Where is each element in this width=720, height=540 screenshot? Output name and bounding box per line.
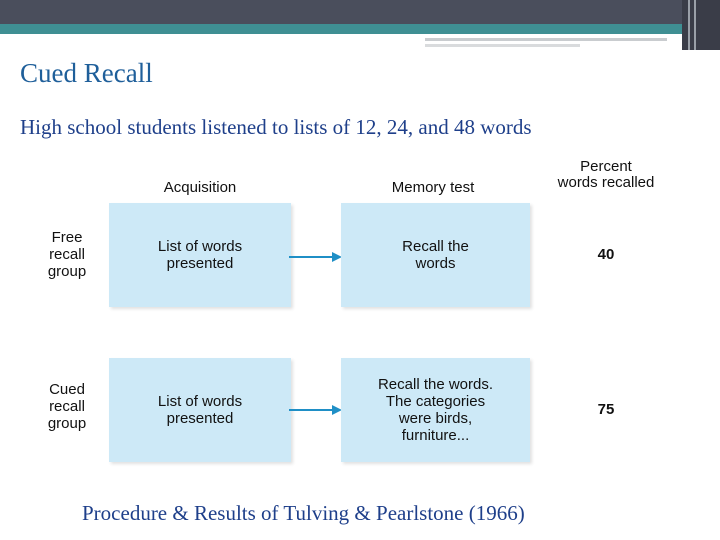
acquisition-box-cued-recall: List of words presented bbox=[109, 358, 291, 462]
row-label-free-recall: Free recall group bbox=[47, 229, 87, 280]
arrow-cued-recall bbox=[289, 404, 343, 416]
acquisition-box-free-recall: List of words presented bbox=[109, 203, 291, 307]
top-banner bbox=[0, 0, 720, 24]
memory-test-box-free-recall: Recall the words bbox=[341, 203, 530, 307]
slide-subtitle: High school students listened to lists of 12, 24, and 48 words bbox=[20, 115, 532, 139]
header-memory-test: Memory test bbox=[391, 179, 475, 196]
arrow-free-recall bbox=[289, 251, 343, 263]
percent-value-cued-recall: 75 bbox=[597, 401, 615, 418]
banner-corner-ornament bbox=[682, 0, 720, 50]
memory-test-box-cued-recall: Recall the words. The categories were birds, furniture... bbox=[341, 358, 530, 462]
percent-value-free-recall: 40 bbox=[597, 246, 615, 263]
decorative-rule bbox=[425, 38, 667, 41]
slide-caption: Procedure & Results of Tulving & Pearlstone (1966) bbox=[82, 501, 525, 525]
header-percent-recalled: Percent words recalled bbox=[557, 158, 655, 191]
top-banner-accent bbox=[0, 24, 720, 34]
row-label-cued-recall: Cued recall group bbox=[47, 381, 87, 432]
header-acquisition: Acquisition bbox=[163, 179, 237, 196]
slide-title: Cued Recall bbox=[20, 58, 153, 88]
decorative-rule bbox=[425, 44, 580, 47]
